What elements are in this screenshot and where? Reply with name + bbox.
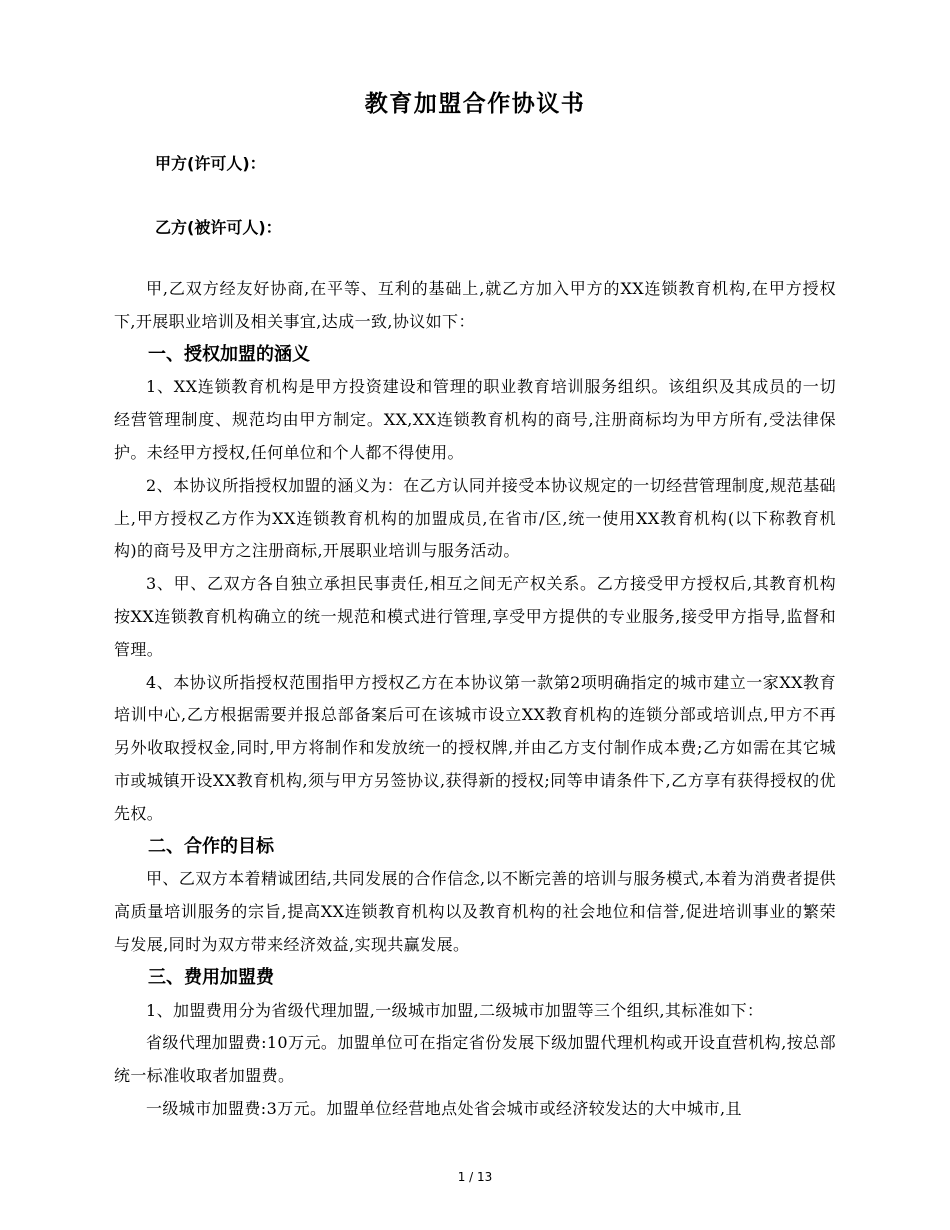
section-1-heading: 一、授权加盟的涵义 [148, 343, 310, 365]
section-3-heading: 三、费用加盟费 [148, 966, 274, 988]
section-1-paragraph-4: 4、本协议所指授权范围指甲方授权乙方在本协议第一款第2项明确指定的城市建立一家XX教育培训中心,乙方根据需要并报总部备案后可在该城市设立XX教育机构的连锁分部或培训点,甲方不再另外收取授权金,同时,甲方将制作和发放统一的授权牌,并由乙方支付制作成本费;乙方如需在其它城市或城镇开设XX教育机构,须与甲方另签协议,获得新的授权;同等申请条件下,乙方享有获得授权的优先权。 [114, 672, 836, 823]
section-3-paragraph-2: 省级代理加盟费:10万元。加盟单位可在指定省份发展下级加盟代理机构或开设直营机构,按总部统一标准收取者加盟费。 [114, 1033, 836, 1086]
section-1-paragraph-1: 1、XX连锁教育机构是甲方投资建设和管理的职业教育培训服务组织。该组织及其成员的一切经营管理制度、规范均由甲方制定。XX,XX连锁教育机构的商号,注册商标均为甲方所有,受法律保护。未经甲方授权,任何单位和个人都不得使用。 [114, 377, 836, 462]
document-body [114, 273, 836, 1126]
document-title: 教育加盟合作协议书 [364, 91, 586, 117]
page-number: 1 / 13 [457, 1170, 493, 1184]
party-a-label: 甲方(许可人)： [155, 154, 266, 173]
section-1-paragraph-3: 3、甲、乙双方各自独立承担民事责任,相互之间无产权关系。乙方接受甲方授权后,其教育机构按XX连锁教育机构确立的统一规范和模式进行管理,享受甲方提供的专业服务,接受甲方指导,监督和管理。 [114, 574, 836, 659]
section-2-paragraph-1: 甲、乙双方本着精诚团结,共同发展的合作信念,以不断完善的培训与服务模式,本着为消费者提供高质量培训服务的宗旨,提高XX连锁教育机构以及教育机构的社会地位和信誉,促进培训事业的繁荣与发展,同时为双方带来经济效益,实现共赢发展。 [114, 869, 836, 954]
intro-paragraph: 甲,乙双方经友好协商,在平等、互利的基础上,就乙方加入甲方的XX连锁教育机构,在甲方授权下,开展职业培训及相关事宜,达成一致,协议如下： [114, 279, 836, 331]
section-2-heading: 二、合作的目标 [148, 835, 274, 857]
section-3-paragraph-1: 1、加盟费用分为省级代理加盟,一级城市加盟,二级城市加盟等三个组织,其标准如下： [146, 1000, 764, 1020]
section-3-paragraph-3: 一级城市加盟费:3万元。加盟单位经营地点处省会城市或经济较发达的大中城市,且 [146, 1098, 742, 1118]
section-1-paragraph-2: 2、本协议所指授权加盟的涵义为：在乙方认同并接受本协议规定的一切经营管理制度,规范基础上,甲方授权乙方作为XX连锁教育机构的加盟成员,在省市/区,统一使用XX教育机构(以下称教育机构)的商号及甲方之注册商标,开展职业培训与服务活动。 [114, 475, 836, 561]
party-b-label: 乙方(被许可人)： [155, 218, 282, 237]
